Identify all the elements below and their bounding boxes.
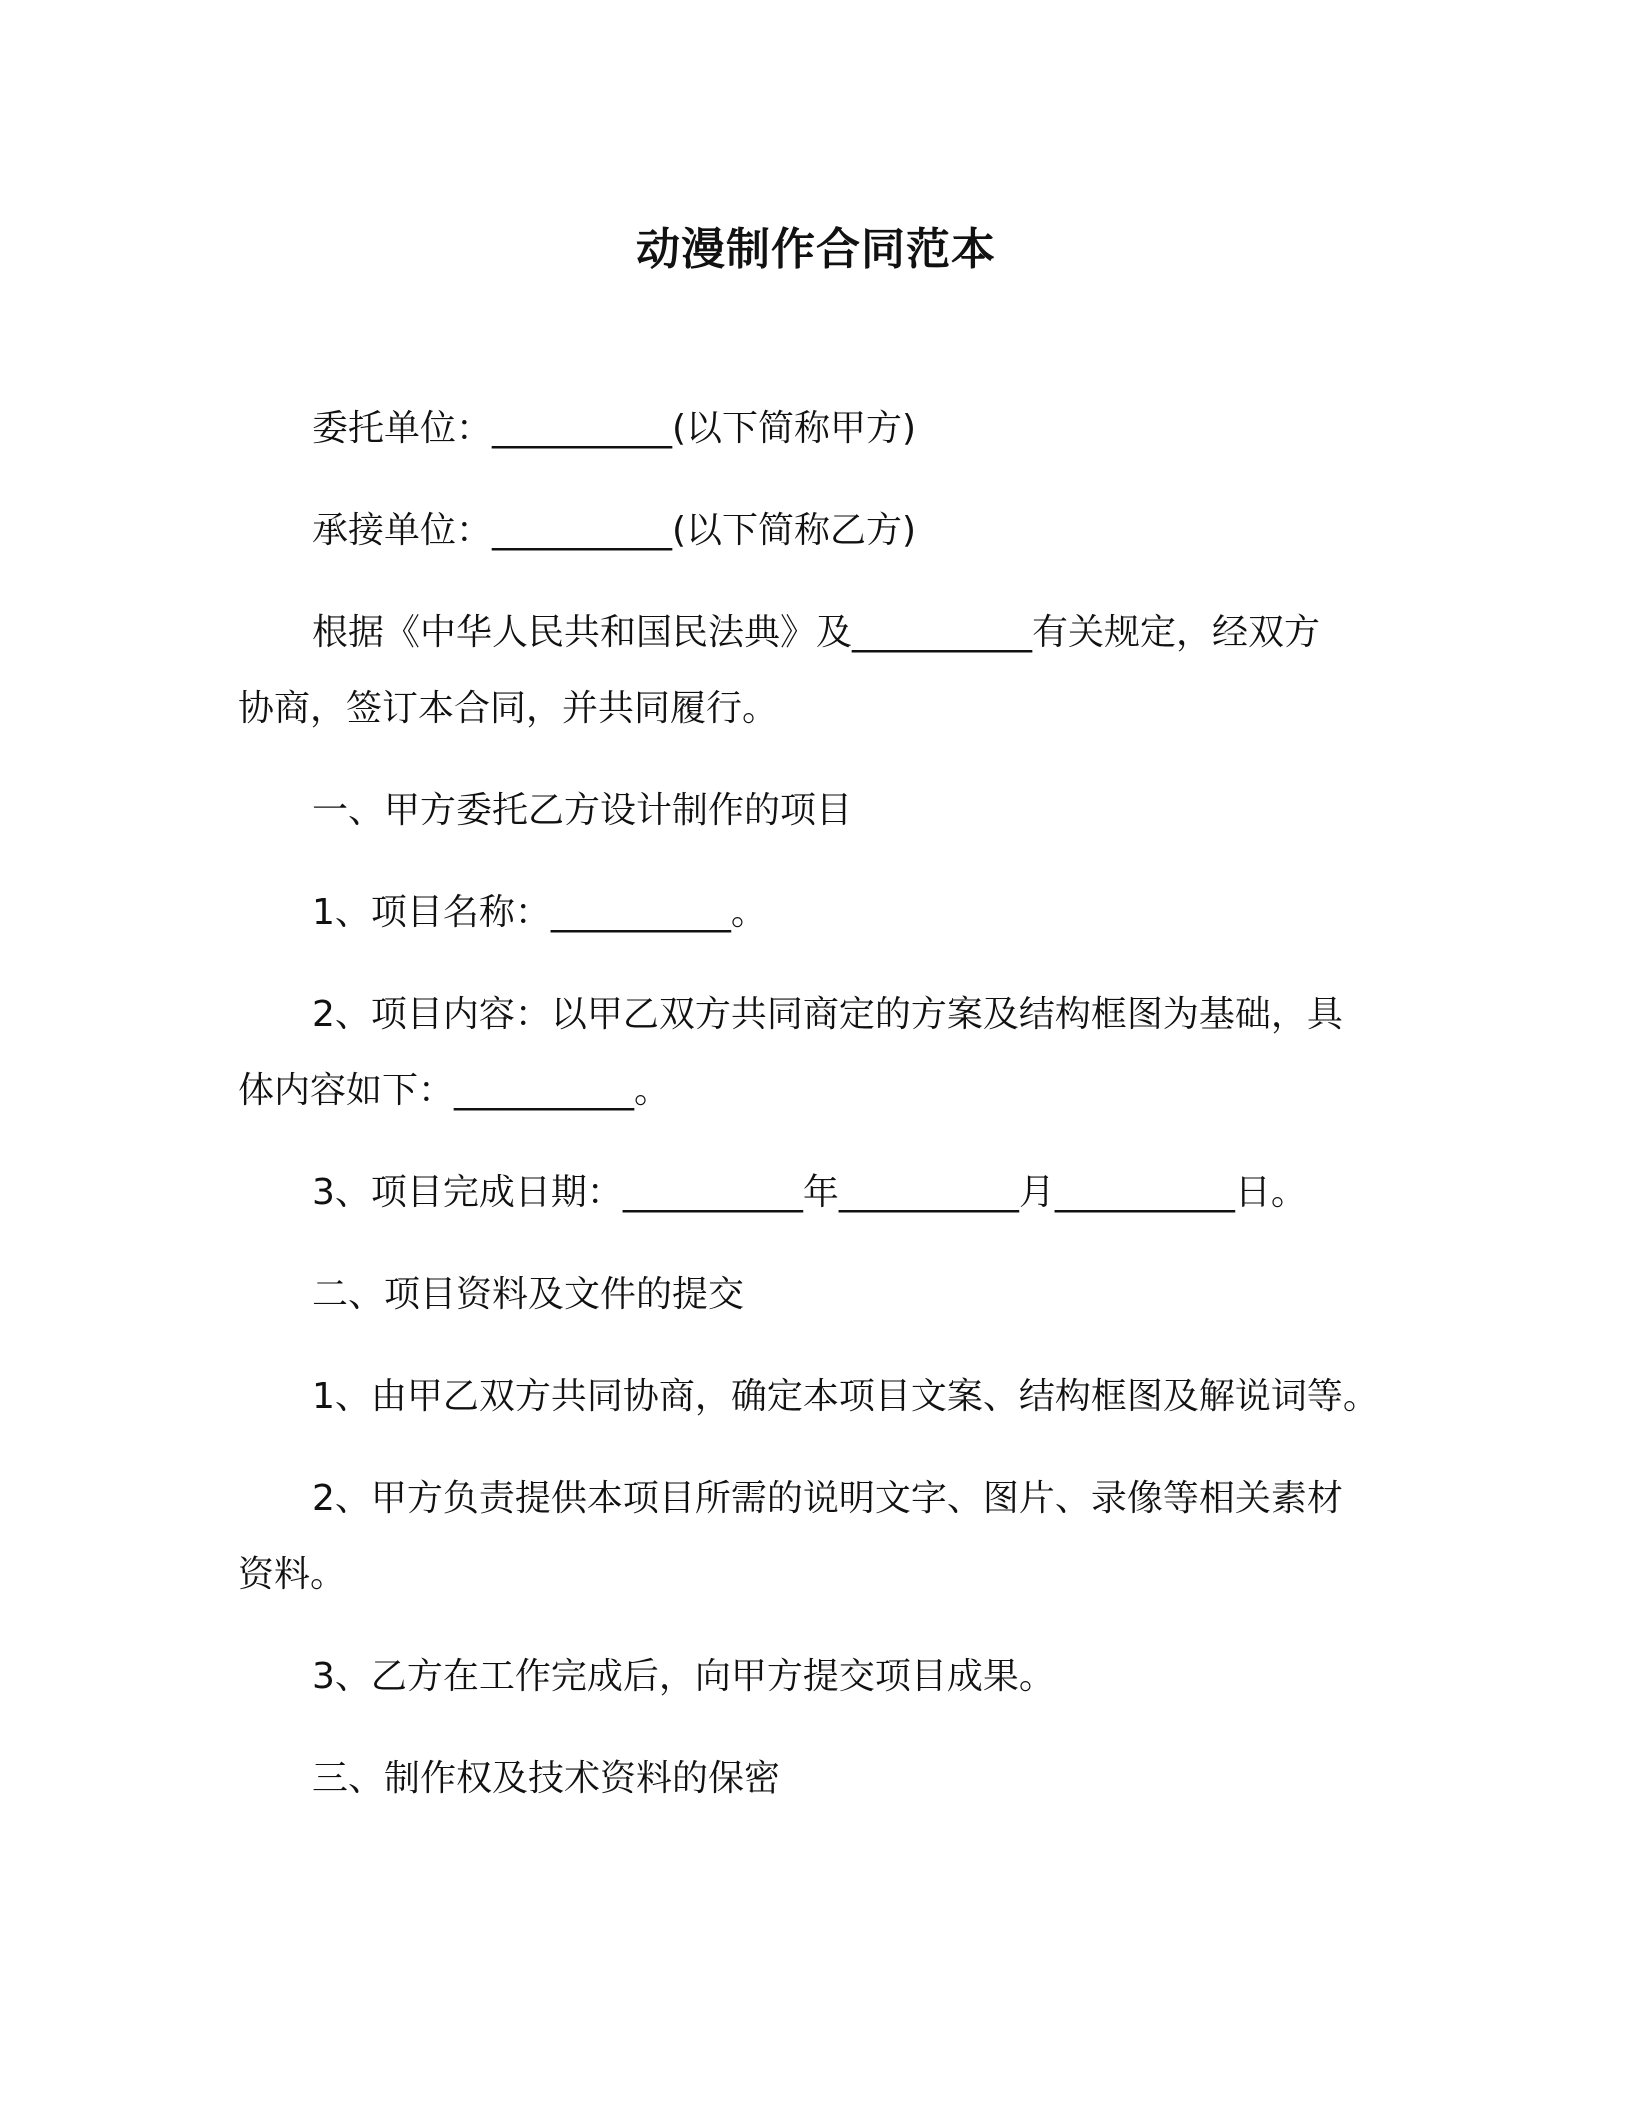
item-submit-results: 3、乙方在工作完成后，向甲方提交项目成果。 bbox=[312, 1656, 1055, 1697]
client-unit-line: 委托单位：__________(以下简称甲方) bbox=[312, 408, 917, 449]
item-project-date: 3、项目完成日期：__________年__________月__________日。 bbox=[312, 1172, 1307, 1213]
section-heading-2: 二、项目资料及文件的提交 bbox=[312, 1274, 745, 1315]
item-consultation: 1、由甲乙双方共同协商，确定本项目文案、结构框图及解说词等。 bbox=[312, 1376, 1379, 1417]
contractor-unit-line: 承接单位：__________(以下简称乙方) bbox=[312, 510, 917, 551]
document-title: 动漫制作合同范本 bbox=[636, 224, 996, 275]
preamble-line-1: 根据《中华人民共和国民法典》及__________有关规定，经双方 bbox=[312, 612, 1321, 653]
item-materials-line-1: 2、甲方负责提供本项目所需的说明文字、图片、录像等相关素材 bbox=[312, 1478, 1343, 1519]
item-project-content-line-1: 2、项目内容：以甲乙双方共同商定的方案及结构框图为基础，具 bbox=[312, 994, 1343, 1035]
item-project-content-line-2: 体内容如下：__________。 bbox=[238, 1070, 671, 1111]
section-heading-1: 一、甲方委托乙方设计制作的项目 bbox=[312, 790, 853, 831]
section-heading-3: 三、制作权及技术资料的保密 bbox=[312, 1758, 781, 1799]
preamble-line-2: 协商，签订本合同，并共同履行。 bbox=[238, 688, 779, 729]
item-project-name: 1、项目名称：__________。 bbox=[312, 892, 767, 933]
item-materials-line-2: 资料。 bbox=[238, 1554, 347, 1595]
